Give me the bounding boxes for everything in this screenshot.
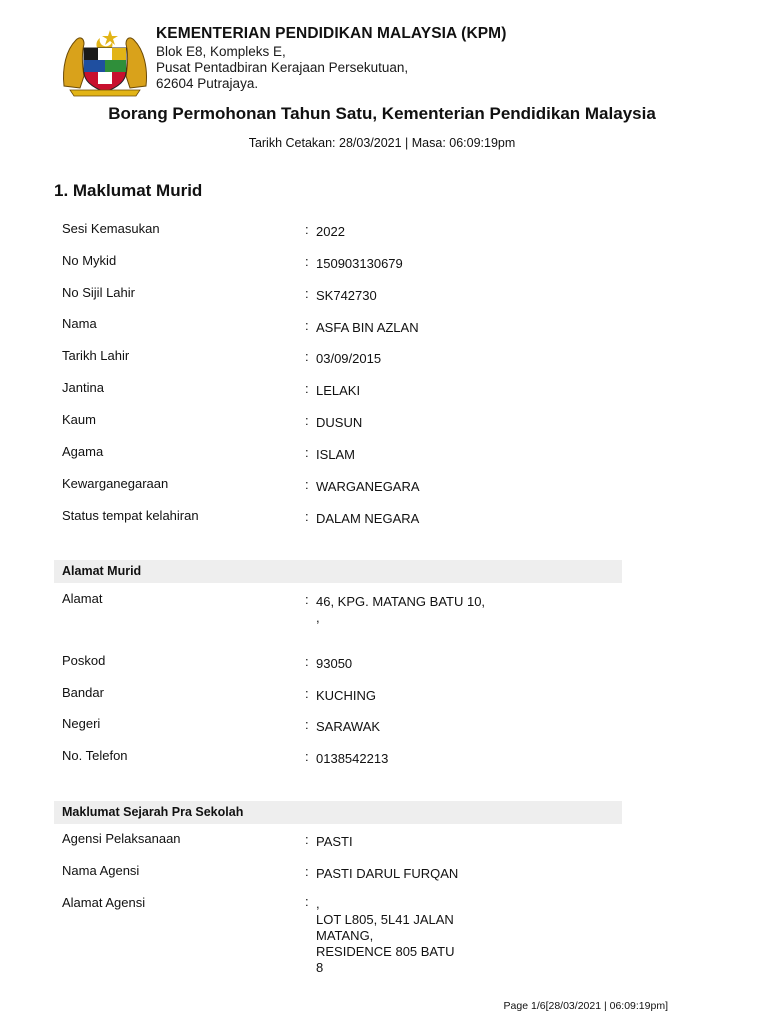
field-value: 03/09/2015 xyxy=(316,351,382,366)
field-label: No Sijil Lahir xyxy=(62,285,135,300)
address-line: , xyxy=(316,610,320,625)
field-value: 93050 xyxy=(316,656,353,671)
field-colon: : xyxy=(305,349,309,364)
field-colon: : xyxy=(305,832,309,847)
document-title: Borang Permohonan Tahun Satu, Kementerian Pendidikan Malaysia xyxy=(108,104,656,123)
field-colon: : xyxy=(305,318,309,333)
field-label: Kaum xyxy=(62,412,96,427)
field-value: 150903130679 xyxy=(316,256,403,271)
field-value: ISLAM xyxy=(316,447,356,462)
field-value: SK742730 xyxy=(316,288,377,303)
field-label: Tarikh Lahir xyxy=(62,348,130,363)
address-line: , xyxy=(316,896,320,911)
field-colon: : xyxy=(305,445,309,460)
field-value: PASTI DARUL FURQAN xyxy=(316,866,459,881)
field-value: DUSUN xyxy=(316,415,363,430)
field-colon: : xyxy=(305,509,309,524)
field-colon: : xyxy=(305,254,309,269)
field-value: 0138542213 xyxy=(316,751,389,766)
field-colon: : xyxy=(305,686,309,701)
field-label: Nama xyxy=(62,316,97,331)
field-value: SARAWAK xyxy=(316,719,381,734)
address-line: MATANG, xyxy=(316,928,374,943)
field-colon: : xyxy=(305,717,309,732)
section-header-pra-sekolah xyxy=(54,801,622,824)
field-colon: : xyxy=(305,894,309,909)
field-label: Jantina xyxy=(62,380,104,395)
ministry-address-line: 62604 Putrajaya. xyxy=(156,76,259,91)
address-line: 46, KPG. MATANG BATU 10, xyxy=(316,594,486,609)
field-colon: : xyxy=(305,654,309,669)
field-label: No. Telefon xyxy=(62,748,128,763)
letterhead xyxy=(60,24,720,104)
field-value: PASTI xyxy=(316,834,353,849)
field-label: Status tempat kelahiran xyxy=(62,508,199,523)
section-header-label: Maklumat Sejarah Pra Sekolah xyxy=(62,805,244,819)
field-label: Poskod xyxy=(62,653,106,668)
field-value: KUCHING xyxy=(316,688,376,703)
field-label: Negeri xyxy=(62,716,101,731)
field-colon: : xyxy=(305,592,309,607)
field-colon: : xyxy=(305,477,309,492)
field-colon: : xyxy=(305,864,309,879)
section-title-maklumat-murid: 1. Maklumat Murid xyxy=(54,181,203,200)
field-label: Nama Agensi xyxy=(62,863,140,878)
address-line: RESIDENCE 805 BATU xyxy=(316,944,455,959)
section-header-label: Alamat Murid xyxy=(62,564,142,578)
print-timestamp: Tarikh Cetakan: 28/03/2021 | Masa: 06:09:19pm xyxy=(248,136,516,150)
field-colon: : xyxy=(305,413,309,428)
field-label: Sesi Kemasukan xyxy=(62,221,160,236)
field-label: Bandar xyxy=(62,685,104,700)
section-header-alamat-murid xyxy=(54,560,622,583)
field-value: WARGANEGARA xyxy=(316,479,420,494)
ministry-name: KEMENTERIAN PENDIDIKAN MALAYSIA (KPM) xyxy=(156,25,507,42)
field-colon: : xyxy=(305,381,309,396)
address-line: 8 xyxy=(316,960,324,975)
field-value: LELAKI xyxy=(316,383,361,398)
field-label: Alamat xyxy=(62,591,103,606)
field-colon: : xyxy=(305,749,309,764)
address-line: LOT L805, 5L41 JALAN xyxy=(316,912,454,927)
field-label: Kewarganegaraan xyxy=(62,476,169,491)
ministry-info xyxy=(156,24,506,92)
coat-of-arms-icon xyxy=(60,28,150,98)
field-label: Alamat Agensi xyxy=(62,895,146,910)
field-label: No Mykid xyxy=(62,253,117,268)
page-footer: Page 1/6[28/03/2021 | 06:09:19pm] xyxy=(503,1000,668,1012)
field-value: 2022 xyxy=(316,224,345,239)
field-value: DALAM NEGARA xyxy=(316,511,420,526)
field-label: Agama xyxy=(62,444,104,459)
field-colon: : xyxy=(305,222,309,237)
field-colon: : xyxy=(305,286,309,301)
ministry-address-line: Pusat Pentadbiran Kerajaan Persekutuan, xyxy=(156,60,409,75)
field-value: ASFA BIN AZLAN xyxy=(316,320,419,335)
field-label: Agensi Pelaksanaan xyxy=(62,831,181,846)
ministry-address-line: Blok E8, Kompleks E, xyxy=(156,44,286,59)
